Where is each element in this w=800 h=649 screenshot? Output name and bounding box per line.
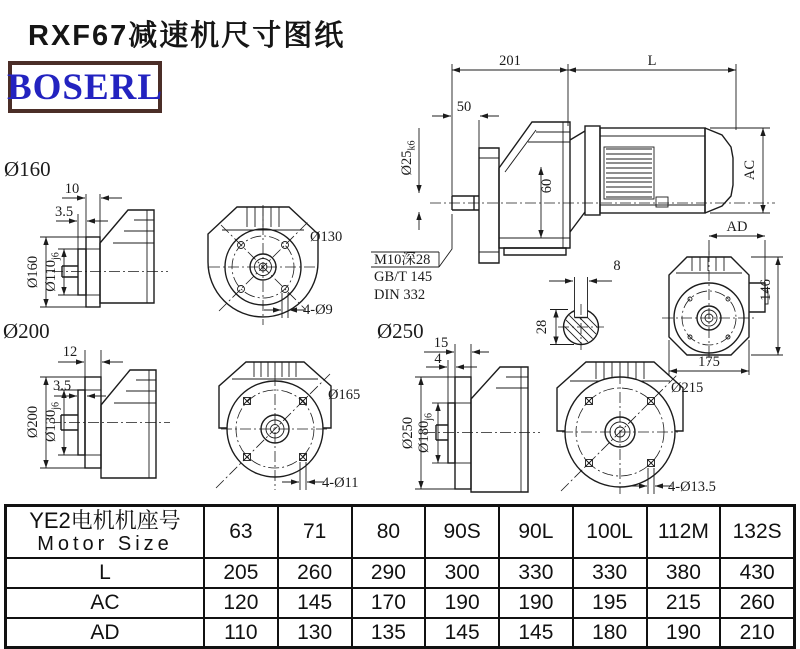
cell-AC-71: 145 (278, 588, 352, 618)
col-header-100L: 100L (573, 506, 647, 558)
dim-key-width: 8 (613, 258, 621, 274)
cell-AC-100L: 195 (573, 588, 647, 618)
motor-terminal-detail (656, 197, 668, 207)
dim-holes-4x9: 4-Ø9 (303, 302, 333, 318)
dim-outer-160: Ø160 (25, 255, 41, 289)
flange200-side-view (25, 344, 170, 478)
dim-holes-4x13-5: 4-Ø13.5 (668, 479, 716, 495)
cell-L-90L: 330 (499, 558, 573, 588)
dim-201: 201 (499, 53, 521, 69)
col-header-90L: 90L (499, 506, 573, 558)
dim-12: 12 (62, 344, 78, 360)
cell-AD-71: 130 (278, 618, 352, 647)
cell-L-71: 260 (278, 558, 352, 588)
col-header-90S: 90S (425, 506, 499, 558)
flange160-side-view (25, 181, 168, 307)
section-heading-160: Ø160 (4, 157, 51, 181)
cell-AD-100L: 180 (573, 618, 647, 647)
cell-L-132S: 430 (720, 558, 794, 588)
dim-3-5-200: 3.5 (52, 378, 72, 394)
row-label-L: L (6, 558, 204, 588)
dim-bolt-circle-165: Ø165 (328, 387, 361, 403)
dim-AC: AC (742, 159, 758, 181)
cell-L-100L: 330 (573, 558, 647, 588)
cell-AC-90S: 190 (425, 588, 499, 618)
dim-holes-4x11: 4-Ø11 (322, 475, 359, 491)
tap-note-line1: M10深28 (374, 252, 431, 268)
dim-key-height: 28 (534, 319, 550, 335)
tap-note-line3: DIN 332 (374, 287, 426, 303)
dim-15: 15 (433, 335, 449, 351)
dim-bolt-circle-215: Ø215 (671, 380, 704, 396)
dim-10: 10 (64, 181, 80, 197)
cell-L-90S: 300 (425, 558, 499, 588)
flange250-side-view (400, 335, 540, 492)
cell-AC-132S: 260 (720, 588, 794, 618)
cell-AD-80: 135 (352, 618, 426, 647)
section-heading-250: Ø250 (377, 319, 424, 343)
tap-note-line2: GB/T 145 (374, 269, 433, 285)
cell-AD-132S: 210 (720, 618, 794, 647)
table-header-cn: YE2电机机座号 (29, 507, 181, 533)
row-label-AC: AC (6, 588, 204, 618)
cell-AC-80: 170 (352, 588, 426, 618)
main-side-view (371, 53, 775, 303)
dimension-table (4, 504, 796, 649)
cell-AD-90S: 145 (425, 618, 499, 647)
col-header-63: 63 (204, 506, 278, 558)
tap-hole-note (371, 214, 452, 303)
flange250-front-view (216, 362, 360, 491)
dim-spigot-180: $Ø180_{j6}$ (416, 412, 435, 454)
dim-spigot-130: $Ø130_{j6}$ (43, 401, 62, 443)
dim-175: 175 (698, 354, 720, 370)
page-title: RXF67减速机尺寸图纸 (28, 20, 346, 52)
col-header-71: 71 (278, 506, 352, 558)
cell-AD-112M: 190 (647, 618, 721, 647)
cell-AD-90L: 145 (499, 618, 573, 647)
col-header-112M: 112M (647, 506, 721, 558)
ad-end-view (662, 219, 783, 375)
cell-L-80: 290 (352, 558, 426, 588)
motor-flange-front-view (557, 362, 716, 495)
cell-AC-90L: 190 (499, 588, 573, 618)
flange160-front-view (208, 205, 342, 325)
dim-4: 4 (434, 351, 442, 367)
dim-50: 50 (456, 99, 472, 115)
boserl-logo-text: BOSERL (6, 66, 164, 108)
dim-bolt-circle-130: Ø130 (310, 229, 343, 245)
cell-L-63: 205 (204, 558, 278, 588)
dim-shaft-dia: $Ø25_{k6}$ (399, 140, 418, 176)
dim-60: 60 (539, 178, 555, 194)
cell-AD-63: 110 (204, 618, 278, 647)
dim-L: L (647, 53, 657, 69)
dim-146: 146 (758, 279, 774, 301)
section-heading-200: Ø200 (3, 319, 50, 343)
dim-3-5: 3.5 (54, 204, 74, 220)
row-label-AD: AD (6, 618, 204, 647)
col-header-132S: 132S (720, 506, 794, 558)
dim-outer-200: Ø200 (25, 405, 41, 439)
table-header-en: Motor Size (37, 533, 173, 556)
cell-L-112M: 380 (647, 558, 721, 588)
dim-outer-250: Ø250 (400, 416, 416, 450)
dim-spigot-110: $Ø110_{j6}$ (43, 252, 62, 292)
cell-AC-112M: 215 (647, 588, 721, 618)
col-header-80: 80 (352, 506, 426, 558)
table-header-motor-size (6, 506, 204, 558)
dim-AD: AD (726, 219, 748, 235)
cell-AC-63: 120 (204, 588, 278, 618)
